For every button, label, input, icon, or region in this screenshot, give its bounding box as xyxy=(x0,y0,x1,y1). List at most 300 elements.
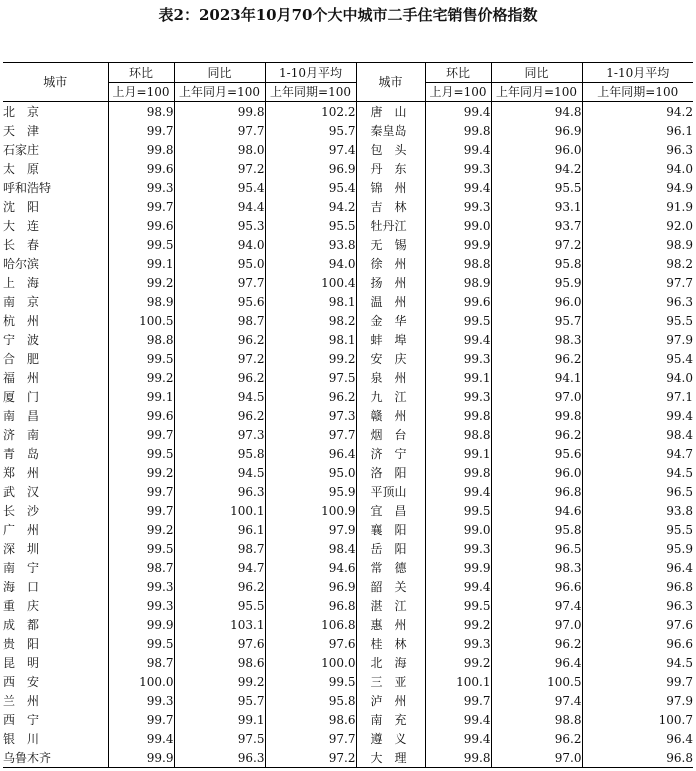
avg-left-cell: 94.2 xyxy=(265,197,356,216)
city-left-cell: 南 京 xyxy=(3,294,40,309)
city-left-cell: 大 连 xyxy=(3,218,40,233)
avg-left-cell: 98.1 xyxy=(265,330,356,349)
city-right-cell: 惠 州 xyxy=(356,615,425,634)
table-row xyxy=(3,102,693,122)
avg-left-cell: 96.4 xyxy=(265,444,356,463)
table-row xyxy=(3,729,693,748)
avg-left-cell: 96.8 xyxy=(265,596,356,615)
avg-left-cell: 98.2 xyxy=(265,311,356,330)
mom-right-cell: 99.0 xyxy=(425,216,491,235)
avg-right-cell: 96.4 xyxy=(582,729,693,748)
city-right-cell: 洛 阳 xyxy=(356,463,425,482)
yoy-left-cell: 94.5 xyxy=(174,387,265,406)
mom-left-cell: 99.2 xyxy=(108,273,174,292)
city-right-cell: 唐 山 xyxy=(356,102,425,122)
avg-left-cell: 102.2 xyxy=(265,102,356,122)
city-right-cell: 包 头 xyxy=(356,140,425,159)
table-row xyxy=(3,577,693,596)
avg-right-cell: 94.5 xyxy=(582,463,693,482)
table-row xyxy=(3,501,693,520)
mom-left-cell: 99.2 xyxy=(108,463,174,482)
city-left-cell: 北 京 xyxy=(3,104,40,119)
yoy-left-cell: 96.1 xyxy=(174,520,265,539)
mom-left-cell: 99.6 xyxy=(108,406,174,425)
mom-right-cell: 99.0 xyxy=(425,520,491,539)
yoy-right-cell: 98.8 xyxy=(491,710,582,729)
yoy-right-cell: 95.8 xyxy=(491,254,582,273)
city-left-cell: 深 圳 xyxy=(3,541,40,556)
table-row xyxy=(3,463,693,482)
mom-right-cell: 99.8 xyxy=(425,463,491,482)
yoy-right-cell: 96.2 xyxy=(491,634,582,653)
yoy-right-cell: 93.7 xyxy=(491,216,582,235)
city-left-cell: 兰 州 xyxy=(3,693,40,708)
yoy-left-cell: 95.5 xyxy=(174,596,265,615)
city-right-cell: 济 宁 xyxy=(356,444,425,463)
yoy-left-cell: 96.2 xyxy=(174,406,265,425)
yoy-left-cell: 98.7 xyxy=(174,539,265,558)
avg-right-cell: 94.9 xyxy=(582,178,693,197)
yoy-right-cell: 95.6 xyxy=(491,444,582,463)
table-body xyxy=(3,102,693,768)
mom-right-cell: 99.5 xyxy=(425,596,491,615)
avg-right-cell: 96.1 xyxy=(582,121,693,140)
mom-right-cell: 99.3 xyxy=(425,159,491,178)
city-right-cell: 无 锡 xyxy=(356,235,425,254)
city-right-cell: 秦皇岛 xyxy=(356,121,425,140)
mom-right-cell: 100.1 xyxy=(425,672,491,691)
avg-right-cell: 99.7 xyxy=(582,672,693,691)
mom-left-cell: 98.7 xyxy=(108,558,174,577)
header-yoy-base-left: 上年同月=100 xyxy=(174,83,265,102)
avg-left-cell: 100.4 xyxy=(265,273,356,292)
city-left-cell: 上 海 xyxy=(3,275,40,290)
avg-right-cell: 91.9 xyxy=(582,197,693,216)
avg-right-cell: 97.9 xyxy=(582,691,693,710)
avg-right-cell: 94.2 xyxy=(582,102,693,122)
avg-right-cell: 95.5 xyxy=(582,311,693,330)
yoy-right-cell: 96.2 xyxy=(491,349,582,368)
avg-left-cell: 106.8 xyxy=(265,615,356,634)
table-row xyxy=(3,292,693,311)
mom-right-cell: 99.3 xyxy=(425,634,491,653)
header-yoy-right: 同比 xyxy=(491,63,582,83)
yoy-left-cell: 94.0 xyxy=(174,235,265,254)
mom-right-cell: 99.5 xyxy=(425,501,491,520)
city-left-cell: 石家庄 xyxy=(3,142,40,157)
city-right-cell: 烟 台 xyxy=(356,425,425,444)
avg-right-cell: 97.7 xyxy=(582,273,693,292)
mom-left-cell: 98.9 xyxy=(108,102,174,122)
mom-right-cell: 99.4 xyxy=(425,140,491,159)
mom-right-cell: 99.2 xyxy=(425,653,491,672)
mom-left-cell: 99.2 xyxy=(108,520,174,539)
city-right-cell: 丹 东 xyxy=(356,159,425,178)
mom-right-cell: 99.8 xyxy=(425,406,491,425)
yoy-right-cell: 97.4 xyxy=(491,596,582,615)
city-left-cell: 郑 州 xyxy=(3,465,40,480)
mom-left-cell: 99.3 xyxy=(108,178,174,197)
avg-left-cell: 97.6 xyxy=(265,634,356,653)
city-left-cell: 南 宁 xyxy=(3,560,40,575)
city-right-cell: 桂 林 xyxy=(356,634,425,653)
avg-right-cell: 95.4 xyxy=(582,349,693,368)
header-avg-left: 1-10月平均 xyxy=(265,63,356,83)
avg-right-cell: 96.5 xyxy=(582,482,693,501)
city-left-cell: 广 州 xyxy=(3,522,40,537)
city-right-cell: 南 充 xyxy=(356,710,425,729)
city-right-cell: 遵 义 xyxy=(356,729,425,748)
table-row xyxy=(3,634,693,653)
city-left-cell: 太 原 xyxy=(3,161,40,176)
yoy-left-cell: 96.2 xyxy=(174,577,265,596)
avg-left-cell: 94.0 xyxy=(265,254,356,273)
city-right-cell: 牡丹江 xyxy=(356,216,425,235)
table-row xyxy=(3,140,693,159)
mom-left-cell: 99.2 xyxy=(108,368,174,387)
city-left-cell: 天 津 xyxy=(3,123,40,138)
yoy-right-cell: 99.8 xyxy=(491,406,582,425)
avg-right-cell: 96.8 xyxy=(582,577,693,596)
city-left-cell: 西 安 xyxy=(3,674,40,689)
city-right-cell: 三 亚 xyxy=(356,672,425,691)
yoy-right-cell: 96.9 xyxy=(491,121,582,140)
table-row xyxy=(3,520,693,539)
header-mom-right: 环比 xyxy=(425,63,491,83)
city-left-cell: 乌鲁木齐 xyxy=(3,748,108,768)
header-mom-base-right: 上月=100 xyxy=(425,83,491,102)
mom-left-cell: 99.5 xyxy=(108,349,174,368)
avg-left-cell: 97.7 xyxy=(265,729,356,748)
yoy-right-cell: 95.5 xyxy=(491,178,582,197)
avg-right-cell: 93.8 xyxy=(582,501,693,520)
yoy-left-cell: 99.8 xyxy=(174,102,265,122)
city-left-cell: 贵 阳 xyxy=(3,636,40,651)
mom-left-cell: 99.1 xyxy=(108,387,174,406)
header-city-right: 城市 xyxy=(356,63,425,102)
avg-left-cell: 93.8 xyxy=(265,235,356,254)
mom-left-cell: 98.8 xyxy=(108,330,174,349)
avg-right-cell: 95.9 xyxy=(582,539,693,558)
table-row xyxy=(3,330,693,349)
city-left-cell: 海 口 xyxy=(3,579,40,594)
yoy-left-cell: 95.4 xyxy=(174,178,265,197)
mom-left-cell: 99.8 xyxy=(108,140,174,159)
table-row xyxy=(3,368,693,387)
yoy-left-cell: 99.2 xyxy=(174,672,265,691)
mom-left-cell: 99.9 xyxy=(108,615,174,634)
mom-left-cell: 99.3 xyxy=(108,577,174,596)
avg-left-cell: 99.5 xyxy=(265,672,356,691)
city-right-cell: 泉 州 xyxy=(356,368,425,387)
avg-left-cell: 95.4 xyxy=(265,178,356,197)
yoy-left-cell: 97.2 xyxy=(174,159,265,178)
avg-left-cell: 95.5 xyxy=(265,216,356,235)
yoy-right-cell: 95.9 xyxy=(491,273,582,292)
yoy-left-cell: 96.3 xyxy=(174,482,265,501)
city-left-cell: 长 沙 xyxy=(3,503,40,518)
yoy-left-cell: 99.1 xyxy=(174,710,265,729)
mom-right-cell: 99.6 xyxy=(425,292,491,311)
yoy-right-cell: 97.4 xyxy=(491,691,582,710)
avg-left-cell: 97.7 xyxy=(265,425,356,444)
mom-right-cell: 99.3 xyxy=(425,539,491,558)
mom-left-cell: 100.5 xyxy=(108,311,174,330)
mom-left-cell: 99.3 xyxy=(108,596,174,615)
avg-right-cell: 96.4 xyxy=(582,558,693,577)
city-left-cell: 青 岛 xyxy=(3,446,40,461)
avg-left-cell: 95.7 xyxy=(265,121,356,140)
avg-left-cell: 97.2 xyxy=(265,748,356,768)
header-yoy-left: 同比 xyxy=(174,63,265,83)
city-left-cell: 福 州 xyxy=(3,370,40,385)
city-left-cell: 宁 波 xyxy=(3,332,40,347)
mom-left-cell: 99.5 xyxy=(108,634,174,653)
mom-right-cell: 98.8 xyxy=(425,425,491,444)
city-right-cell: 泸 州 xyxy=(356,691,425,710)
header-row-1 xyxy=(3,63,693,83)
mom-right-cell: 99.4 xyxy=(425,577,491,596)
yoy-left-cell: 94.4 xyxy=(174,197,265,216)
table-row xyxy=(3,710,693,729)
table-row xyxy=(3,178,693,197)
city-right-cell: 平顶山 xyxy=(356,482,425,501)
mom-left-cell: 99.4 xyxy=(108,729,174,748)
city-left-cell: 合 肥 xyxy=(3,351,40,366)
header-avg-right: 1-10月平均 xyxy=(582,63,693,83)
city-left-cell: 沈 阳 xyxy=(3,199,40,214)
mom-right-cell: 99.4 xyxy=(425,102,491,122)
avg-right-cell: 98.2 xyxy=(582,254,693,273)
avg-left-cell: 98.1 xyxy=(265,292,356,311)
yoy-left-cell: 95.3 xyxy=(174,216,265,235)
mom-right-cell: 99.3 xyxy=(425,197,491,216)
yoy-right-cell: 98.3 xyxy=(491,558,582,577)
avg-right-cell: 98.9 xyxy=(582,235,693,254)
yoy-left-cell: 103.1 xyxy=(174,615,265,634)
avg-right-cell: 99.4 xyxy=(582,406,693,425)
mom-right-cell: 99.4 xyxy=(425,330,491,349)
yoy-left-cell: 97.2 xyxy=(174,349,265,368)
yoy-right-cell: 96.4 xyxy=(491,653,582,672)
avg-right-cell: 100.7 xyxy=(582,710,693,729)
avg-left-cell: 94.6 xyxy=(265,558,356,577)
city-left-cell: 武 汉 xyxy=(3,484,40,499)
avg-left-cell: 96.9 xyxy=(265,159,356,178)
yoy-right-cell: 97.0 xyxy=(491,387,582,406)
table-title: 表2：2023年10月70个大中城市二手住宅销售价格指数 xyxy=(158,6,538,24)
yoy-left-cell: 98.7 xyxy=(174,311,265,330)
avg-right-cell: 95.5 xyxy=(582,520,693,539)
mom-left-cell: 99.5 xyxy=(108,539,174,558)
yoy-left-cell: 94.7 xyxy=(174,558,265,577)
mom-left-cell: 99.7 xyxy=(108,121,174,140)
yoy-right-cell: 96.2 xyxy=(491,425,582,444)
mom-left-cell: 99.5 xyxy=(108,444,174,463)
city-right-cell: 吉 林 xyxy=(356,197,425,216)
mom-left-cell: 99.5 xyxy=(108,235,174,254)
mom-left-cell: 99.6 xyxy=(108,159,174,178)
yoy-right-cell: 94.2 xyxy=(491,159,582,178)
header-mom-left: 环比 xyxy=(108,63,174,83)
yoy-left-cell: 96.3 xyxy=(174,748,265,768)
avg-right-cell: 94.5 xyxy=(582,653,693,672)
yoy-right-cell: 97.0 xyxy=(491,748,582,768)
header-avg-base-left: 上年同期=100 xyxy=(265,83,356,102)
mom-left-cell: 100.0 xyxy=(108,672,174,691)
mom-right-cell: 99.1 xyxy=(425,368,491,387)
yoy-left-cell: 95.8 xyxy=(174,444,265,463)
table-row xyxy=(3,691,693,710)
city-left-cell: 重 庆 xyxy=(3,598,40,613)
avg-left-cell: 98.4 xyxy=(265,539,356,558)
yoy-left-cell: 95.6 xyxy=(174,292,265,311)
city-right-cell: 锦 州 xyxy=(356,178,425,197)
city-right-cell: 温 州 xyxy=(356,292,425,311)
mom-right-cell: 99.7 xyxy=(425,691,491,710)
avg-left-cell: 97.5 xyxy=(265,368,356,387)
city-left-cell: 哈尔滨 xyxy=(3,256,40,271)
mom-right-cell: 99.8 xyxy=(425,748,491,768)
yoy-right-cell: 94.8 xyxy=(491,102,582,122)
table-row xyxy=(3,406,693,425)
avg-right-cell: 94.7 xyxy=(582,444,693,463)
yoy-left-cell: 98.6 xyxy=(174,653,265,672)
mom-right-cell: 99.2 xyxy=(425,615,491,634)
avg-left-cell: 95.8 xyxy=(265,691,356,710)
yoy-left-cell: 97.7 xyxy=(174,121,265,140)
table-row xyxy=(3,349,693,368)
city-right-cell: 湛 江 xyxy=(356,596,425,615)
city-right-cell: 宜 昌 xyxy=(356,501,425,520)
yoy-left-cell: 97.6 xyxy=(174,634,265,653)
city-right-cell: 金 华 xyxy=(356,311,425,330)
table-row xyxy=(3,235,693,254)
mom-right-cell: 99.4 xyxy=(425,729,491,748)
table-row xyxy=(3,596,693,615)
mom-left-cell: 99.9 xyxy=(108,748,174,768)
mom-right-cell: 99.1 xyxy=(425,444,491,463)
avg-right-cell: 96.6 xyxy=(582,634,693,653)
city-right-cell: 蚌 埠 xyxy=(356,330,425,349)
yoy-right-cell: 93.1 xyxy=(491,197,582,216)
mom-left-cell: 99.3 xyxy=(108,691,174,710)
yoy-left-cell: 95.7 xyxy=(174,691,265,710)
city-right-cell: 襄 阳 xyxy=(356,520,425,539)
city-left-cell: 昆 明 xyxy=(3,655,40,670)
city-left-cell: 南 昌 xyxy=(3,408,40,423)
avg-right-cell: 97.6 xyxy=(582,615,693,634)
city-right-cell: 扬 州 xyxy=(356,273,425,292)
table-row xyxy=(3,539,693,558)
yoy-right-cell: 96.2 xyxy=(491,729,582,748)
table-row xyxy=(3,216,693,235)
yoy-right-cell: 97.0 xyxy=(491,615,582,634)
mom-left-cell: 98.7 xyxy=(108,653,174,672)
avg-right-cell: 98.4 xyxy=(582,425,693,444)
header-yoy-base-right: 上年同月=100 xyxy=(491,83,582,102)
yoy-right-cell: 96.8 xyxy=(491,482,582,501)
yoy-right-cell: 96.6 xyxy=(491,577,582,596)
header-avg-base-right: 上年同期=100 xyxy=(582,83,693,102)
avg-left-cell: 95.0 xyxy=(265,463,356,482)
table-row xyxy=(3,159,693,178)
mom-right-cell: 98.8 xyxy=(425,254,491,273)
yoy-right-cell: 96.0 xyxy=(491,292,582,311)
yoy-right-cell: 96.0 xyxy=(491,140,582,159)
avg-right-cell: 97.9 xyxy=(582,330,693,349)
avg-right-cell: 97.1 xyxy=(582,387,693,406)
city-left-cell: 长 春 xyxy=(3,237,40,252)
mom-left-cell: 99.7 xyxy=(108,425,174,444)
mom-right-cell: 99.9 xyxy=(425,558,491,577)
table-row xyxy=(3,311,693,330)
avg-right-cell: 96.3 xyxy=(582,292,693,311)
mom-right-cell: 99.3 xyxy=(425,349,491,368)
city-right-cell: 岳 阳 xyxy=(356,539,425,558)
mom-left-cell: 98.9 xyxy=(108,292,174,311)
city-right-cell: 北 海 xyxy=(356,653,425,672)
city-left-cell: 厦 门 xyxy=(3,389,40,404)
avg-right-cell: 96.8 xyxy=(582,748,693,768)
avg-left-cell: 100.0 xyxy=(265,653,356,672)
yoy-left-cell: 96.2 xyxy=(174,368,265,387)
avg-left-cell: 97.9 xyxy=(265,520,356,539)
mom-right-cell: 99.5 xyxy=(425,311,491,330)
yoy-right-cell: 95.7 xyxy=(491,311,582,330)
yoy-right-cell: 96.0 xyxy=(491,463,582,482)
yoy-right-cell: 98.3 xyxy=(491,330,582,349)
city-left-cell: 杭 州 xyxy=(3,313,40,328)
mom-left-cell: 99.7 xyxy=(108,482,174,501)
mom-right-cell: 99.4 xyxy=(425,482,491,501)
city-right-cell: 安 庆 xyxy=(356,349,425,368)
city-right-cell: 赣 州 xyxy=(356,406,425,425)
yoy-left-cell: 96.2 xyxy=(174,330,265,349)
city-right-cell: 徐 州 xyxy=(356,254,425,273)
table-row xyxy=(3,615,693,634)
table-row xyxy=(3,121,693,140)
yoy-right-cell: 94.1 xyxy=(491,368,582,387)
city-left-cell: 西 宁 xyxy=(3,712,40,727)
avg-left-cell: 100.9 xyxy=(265,501,356,520)
city-right-cell: 常 德 xyxy=(356,558,425,577)
table-row xyxy=(3,254,693,273)
city-left-cell: 银 川 xyxy=(3,731,40,746)
yoy-left-cell: 97.7 xyxy=(174,273,265,292)
avg-left-cell: 97.4 xyxy=(265,140,356,159)
avg-right-cell: 96.3 xyxy=(582,140,693,159)
mom-right-cell: 99.3 xyxy=(425,387,491,406)
mom-right-cell: 99.4 xyxy=(425,710,491,729)
avg-right-cell: 92.0 xyxy=(582,216,693,235)
avg-left-cell: 99.2 xyxy=(265,349,356,368)
avg-left-cell: 96.9 xyxy=(265,577,356,596)
table-row xyxy=(3,197,693,216)
table-row xyxy=(3,748,693,768)
yoy-right-cell: 100.5 xyxy=(491,672,582,691)
mom-right-cell: 98.9 xyxy=(425,273,491,292)
avg-left-cell: 98.6 xyxy=(265,710,356,729)
yoy-left-cell: 97.5 xyxy=(174,729,265,748)
table-row xyxy=(3,558,693,577)
mom-left-cell: 99.7 xyxy=(108,197,174,216)
table-row xyxy=(3,273,693,292)
mom-right-cell: 99.4 xyxy=(425,178,491,197)
table-row xyxy=(3,672,693,691)
yoy-right-cell: 96.5 xyxy=(491,539,582,558)
table-row xyxy=(3,653,693,672)
